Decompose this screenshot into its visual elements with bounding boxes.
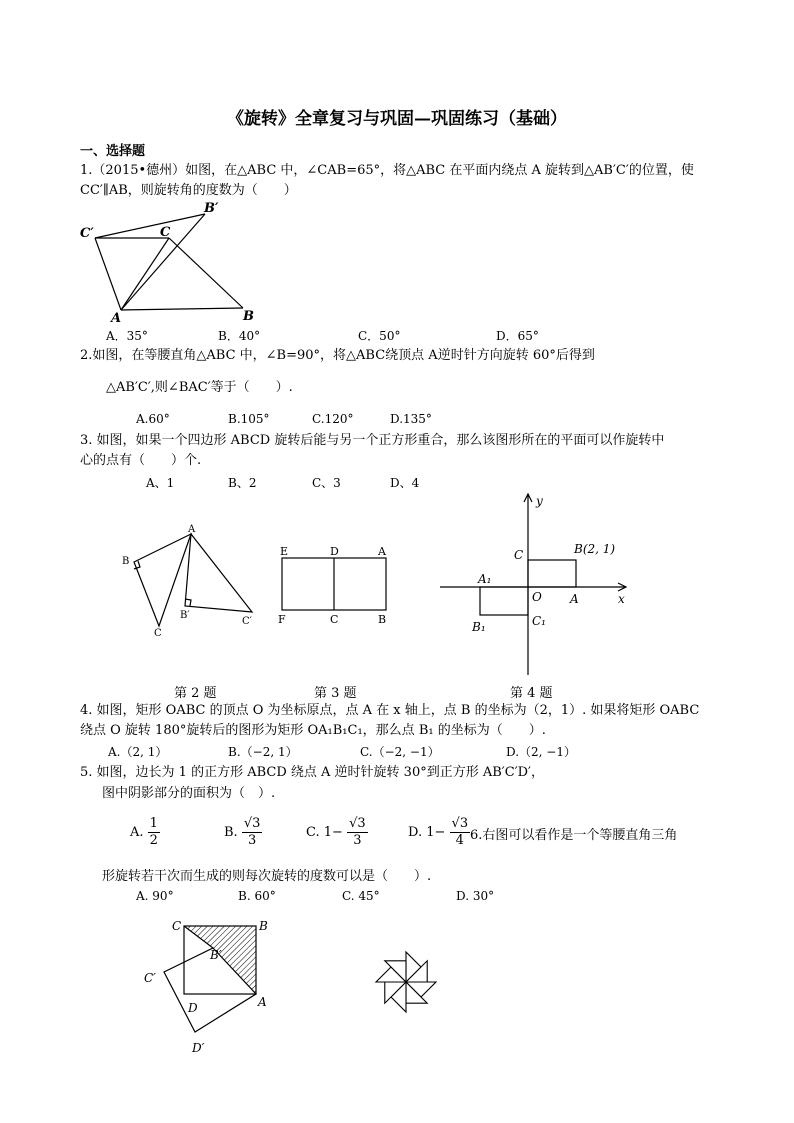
q4-option-c: C.（−2, −1）: [360, 745, 440, 759]
fig5-label-d-prime: D′: [192, 1041, 205, 1055]
q3-option-b: B、2: [228, 476, 257, 490]
fig4-label-a1: A₁: [478, 572, 492, 586]
q4-option-b: B.（−2, 1）: [228, 745, 298, 759]
fig3-figure: [276, 544, 396, 626]
fig4-label-a: A: [570, 592, 579, 606]
q6-option-c: C. 45°: [342, 889, 380, 903]
q6-option-a: A. 90°: [136, 889, 174, 903]
q5-option-d-num: √3: [451, 816, 469, 831]
q1-option-d: D．65°: [496, 329, 539, 343]
q6-text-line2: 形旋转若干次而生成的则每次旋转的度数可以是（ ）.: [102, 869, 432, 884]
q5-option-c-fraction: [347, 816, 368, 849]
q3-option-a: A、1: [146, 476, 175, 490]
fig4-label-b: B(2, 1): [574, 542, 616, 556]
fig3-label-d: D: [330, 545, 339, 558]
q5-option-b-label: B.: [224, 825, 238, 840]
fig2-label-a: A: [188, 524, 196, 535]
q3-text-line2: 心的点有（ ）个.: [80, 453, 202, 468]
fig4-label-c: C: [514, 548, 524, 562]
q2-option-b: B.105°: [228, 412, 270, 426]
fig2-label-b: B: [122, 556, 130, 567]
fig4-figure: [440, 490, 640, 680]
q5-text-line2: 图中阴影部分的面积为（ ）.: [102, 786, 276, 801]
fig4-label-c1: C₁: [532, 614, 546, 628]
q5-option-a-fraction: [148, 816, 160, 849]
fig3-label-c: C: [330, 613, 339, 626]
q5-text-line1: 5. 如图，边长为 1 的正方形 ABCD 绕点 A 逆时针旋转 30°到正方形 AB′C′D′，: [80, 765, 545, 780]
fig5-label-b-prime: B′: [210, 948, 222, 962]
fig3-label-a: A: [378, 545, 386, 558]
fig3-label-b: B: [378, 613, 387, 626]
q5-option-a: [130, 816, 160, 849]
q5-option-c-label: C. 1−: [306, 825, 343, 840]
fig4-label-y: y: [536, 494, 543, 508]
fig5-label-c-prime: C′: [144, 971, 156, 985]
fig4-label-o: O: [532, 590, 542, 604]
q2-text-line1: 2.如图，在等腰直角△ABC 中，∠B=90°，将△ABC绕顶点 A逆时针方向旋转 60°后得到: [80, 348, 595, 363]
page-title: 《旋转》全章复习与巩固—巩固练习（基础）: [227, 109, 567, 129]
q5-option-b-num: √3: [243, 816, 261, 831]
q5-option-c-num: √3: [349, 816, 366, 831]
q5-option-c: [306, 816, 368, 849]
fig2-caption: 第 2 题: [174, 686, 217, 701]
fig5-label-c: C: [172, 919, 182, 933]
q3-option-d: D、4: [390, 476, 420, 490]
fig5-label-b: B: [259, 919, 268, 933]
q1-label-c: C: [160, 225, 171, 240]
q1-option-a: A．35°: [106, 329, 148, 343]
q1-option-c: C．50°: [358, 329, 401, 343]
q2-option-c: C.120°: [312, 412, 354, 426]
q2-option-a: A.60°: [136, 412, 170, 426]
q4-text-line1: 4. 如图，矩形 OABC 的顶点 O 为坐标原点，点 A 在 x 轴上，点 B 的坐标为（2，1）. 如果将矩形 OABC: [80, 703, 700, 718]
q5-option-d-den: 4: [455, 833, 464, 848]
fig4-label-x: x: [618, 592, 625, 606]
fig2-label-c: C: [154, 628, 162, 639]
q4-option-a: A.（2, 1）: [108, 745, 168, 759]
q1-label-a: A: [111, 311, 122, 326]
q5-option-b-fraction: [242, 816, 263, 849]
q1-label-b-prime: B′: [204, 201, 219, 216]
q1-text-line2: CC′∥AB，则旋转角的度数为（ ）: [80, 183, 297, 198]
q4-option-d: D.（2, −1）: [506, 745, 576, 759]
q2-text-line2: △AB′C′,则∠BAC′等于（ ）.: [106, 380, 293, 395]
section-heading: 一、选择题: [80, 144, 146, 159]
fig5-label-d: D: [188, 1001, 198, 1015]
fig4-caption: 第 4 题: [510, 686, 553, 701]
q5-option-d: [408, 816, 470, 849]
q4-text-line2: 绕点 O 旋转 180°旋转后的图形为矩形 OA₁B₁C₁，那么点 B₁ 的坐标为（ ）.: [80, 723, 546, 738]
fig4-label-b1: B₁: [472, 620, 486, 634]
fig3-caption: 第 3 题: [314, 686, 357, 701]
q5-option-c-den: 3: [353, 833, 362, 848]
q1-label-b: B: [243, 309, 254, 324]
fig5-label-a: A: [258, 995, 267, 1009]
q1-label-c-prime: C′: [80, 226, 94, 241]
q3-option-c: C、3: [312, 476, 341, 490]
q3-text-line1: 3. 如图，如果一个四边形 ABCD 旋转后能与另一个正方形重合，那么该图形所在的平面可以作旋转中: [80, 433, 665, 448]
fig3-label-f: F: [278, 613, 286, 626]
fig5-figure: [140, 914, 280, 1058]
fig2-figure: [118, 522, 268, 642]
q5-option-a-label: A.: [130, 825, 144, 840]
q5-option-b: [224, 816, 262, 849]
q5-option-a-num: 1: [149, 816, 158, 831]
q1-text-line1: 1.（2015•德州）如图，在△ABC 中，∠CAB=65°，将△ABC 在平面内绕点 A 旋转到△AB′C′的位置，使: [80, 163, 694, 178]
fig6-pinwheel-figure: [368, 944, 444, 1020]
q6-text-line1: 6.右图可以看作是一个等腰直角三角: [470, 828, 678, 843]
q5-option-a-den: 2: [149, 833, 158, 848]
fig3-label-e: E: [280, 545, 289, 558]
fig2-label-c-prime: C′: [242, 616, 252, 627]
q1-option-b: B．40°: [218, 329, 261, 343]
q1-figure: [78, 200, 268, 325]
q5-option-b-den: 3: [247, 833, 257, 848]
q5-option-d-fraction: [450, 816, 471, 849]
q6-option-b: B. 60°: [238, 889, 276, 903]
fig2-label-b-prime: B′: [180, 610, 190, 621]
q2-option-d: D.135°: [390, 412, 432, 426]
q5-option-d-label: D. 1−: [408, 825, 446, 840]
q6-option-d: D. 30°: [456, 889, 495, 903]
